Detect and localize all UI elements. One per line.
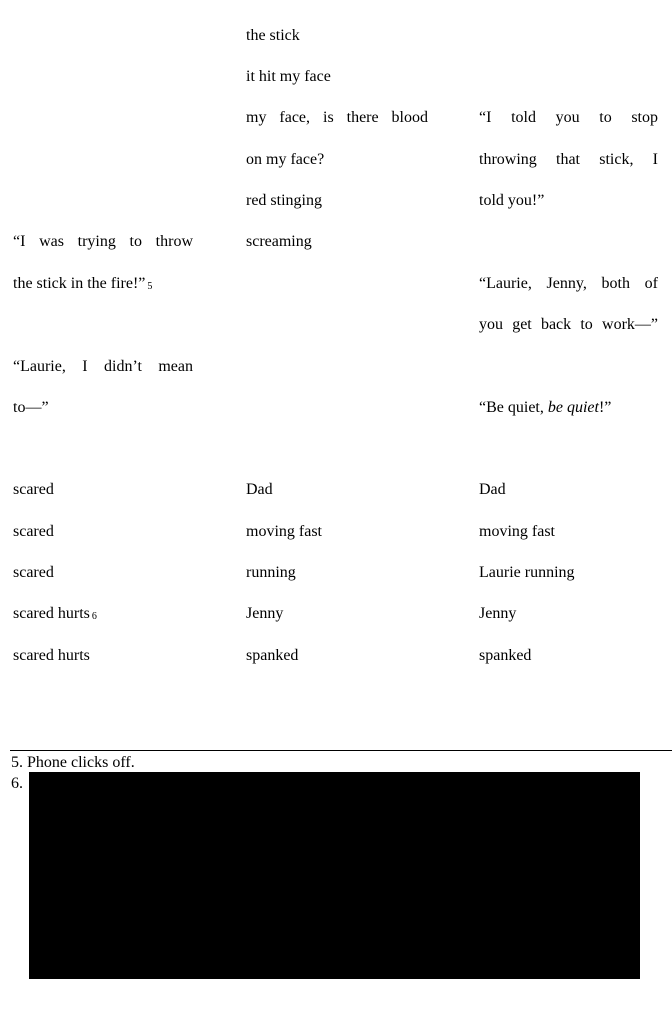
redaction-block [29,772,640,979]
column-c-line: “I told you to stop [479,109,658,126]
column-a-line: scared [13,481,54,498]
column-c-line: Dad [479,481,506,498]
column-a-line: “I was trying to throw [13,233,193,250]
column-b-line: spanked [246,647,299,664]
column-c-line: “Laurie, Jenny, both of [479,275,658,292]
quote-text: “Be quiet, [479,399,548,416]
column-b-line: running [246,564,296,581]
column-b-line: red stinging [246,192,322,209]
column-a-line [13,604,193,626]
column-a-text: scared hurts [13,605,90,622]
footnote-6-label: 6. [11,775,23,792]
column-a-line: scared [13,564,54,581]
column-b-line: screaming [246,233,312,250]
column-c-quote-line [479,398,658,418]
footnote-separator [10,750,672,751]
column-c-line: told you!” [479,192,545,209]
column-a-line [13,274,193,296]
quote-text-end: !” [598,399,612,416]
column-a-line: “Laurie, I didn’t mean [13,358,193,375]
column-b-line: the stick [246,27,300,44]
column-b-line: Jenny [246,605,284,622]
column-c-line: you get back to work—” [479,316,658,333]
footnote-ref-5: 5 [147,281,153,292]
column-b-line: moving fast [246,523,322,540]
footnote-ref-6: 6 [91,611,97,622]
column-b-line: it hit my face [246,68,331,85]
column-a-text: the stick in the fire!” [13,275,146,292]
quote-emphasis: be quiet [547,399,599,416]
column-a-line: to—” [13,399,49,416]
footnote-5: 5. Phone clicks off. [11,754,135,771]
column-c-line: spanked [479,647,532,664]
column-b-line: on my face? [246,151,325,168]
column-b-line: my face, is there blood [246,109,428,126]
column-c-line: Jenny [479,605,517,622]
column-c-line: Laurie running [479,564,575,581]
column-c-line: moving fast [479,523,555,540]
column-a-line: scared [13,523,54,540]
column-b-line: Dad [246,481,273,498]
column-a-line: scared hurts [13,647,90,664]
column-c-line: throwing that stick, I [479,151,658,168]
